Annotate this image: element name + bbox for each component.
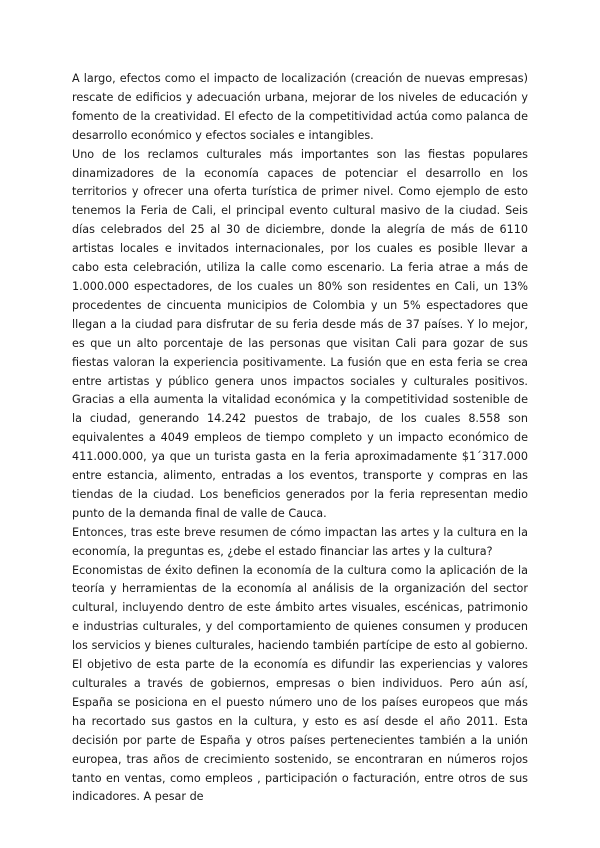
paragraph-2: Uno de los reclamos culturales más importantes son las fiestas populares dinamizadores de la economía capaces de potenciar el desarrollo en los territorios y ofrecer una oferta turística de primer nivel. Como ejemplo de esto tenemos la Feria de Cali, el principal evento cultural masivo de la ciudad. Seis días celebrados del 25 al 30 de diciembre, donde la alegría de más de 6110 artistas locales e invitados internacionales, por los cuales es posible llevar a cabo esta celebración, utiliza la calle como escenario. La feria atrae a más de 1.000.000 espectadores, de los cuales un 80% son residentes en Cali, un 13% procedentes de cincuenta municipios de Colombia y un 5% espectadores que llegan a la ciudad para disfrutar de su feria desde más de 37 países. Y lo mejor, es que un alto porcentaje de las personas que visitan Cali para gozar de sus fiestas valoran la experiencia positivamente. La fusión que en esta feria se crea entre artistas y público genera unos impactos sociales y culturales positivos. Gracias a ella aumenta la vitalidad económica y la competitividad sostenible de la ciudad, generando 14.242 puestos de trabajo, de los cuales 8.558 son equivalentes a 4049 empleos de tiempo completo y un impacto económico de 411.000.000, ya que un turista gasta en la feria aproximadamente $1´317.000 entre estancia, alimento, entradas a los eventos, transporte y compras en las tiendas de la ciudad. Los beneficios generados por la feria representan medio punto de la demanda final de valle de Cauca. — [72, 147, 528, 520]
paragraph-3: Entonces, tras este breve resumen de cómo impactan las artes y la cultura en la economía, la preguntas es, ¿debe el estado financiar las artes y la cultura? — [72, 525, 528, 558]
body-text — [72, 70, 528, 807]
paragraph-1: A largo, efectos como el impacto de localización (creación de nuevas empresas) rescate de edificios y adecuación urbana, mejorar de los niveles de educación y fomento de la creatividad. El efecto de la competitividad actúa como palanca de desarrollo económico y efectos sociales e intangibles. — [72, 72, 528, 142]
paragraph-4: Economistas de éxito definen la economía de la cultura como la aplicación de la teoría y herramientas de la economía al análisis de la organización del sector cultural, incluyendo dentro de este ámbito artes visuales, escénicas, patrimonio e industrias culturales, y del comportamiento de quienes consumen y producen los servicios y bienes culturales, haciendo también partícipe de esto al gobierno. El objetivo de esta parte de la economía es difundir las experiencias y valores culturales a través de gobiernos, empresas o bien individuos. Pero aún así, España se posiciona en el puesto número uno de los países europeos que más ha recortado sus gastos en la cultura, y esto es así desde el año 2011. Esta decisión por parte de España y otros países pertenecientes también a la unión europea, tras años de crecimiento sostenido, se encontraran en números rojos tanto en ventas, como empleos , participación o facturación, entre otros de sus indicadores. A pesar de — [72, 563, 528, 804]
